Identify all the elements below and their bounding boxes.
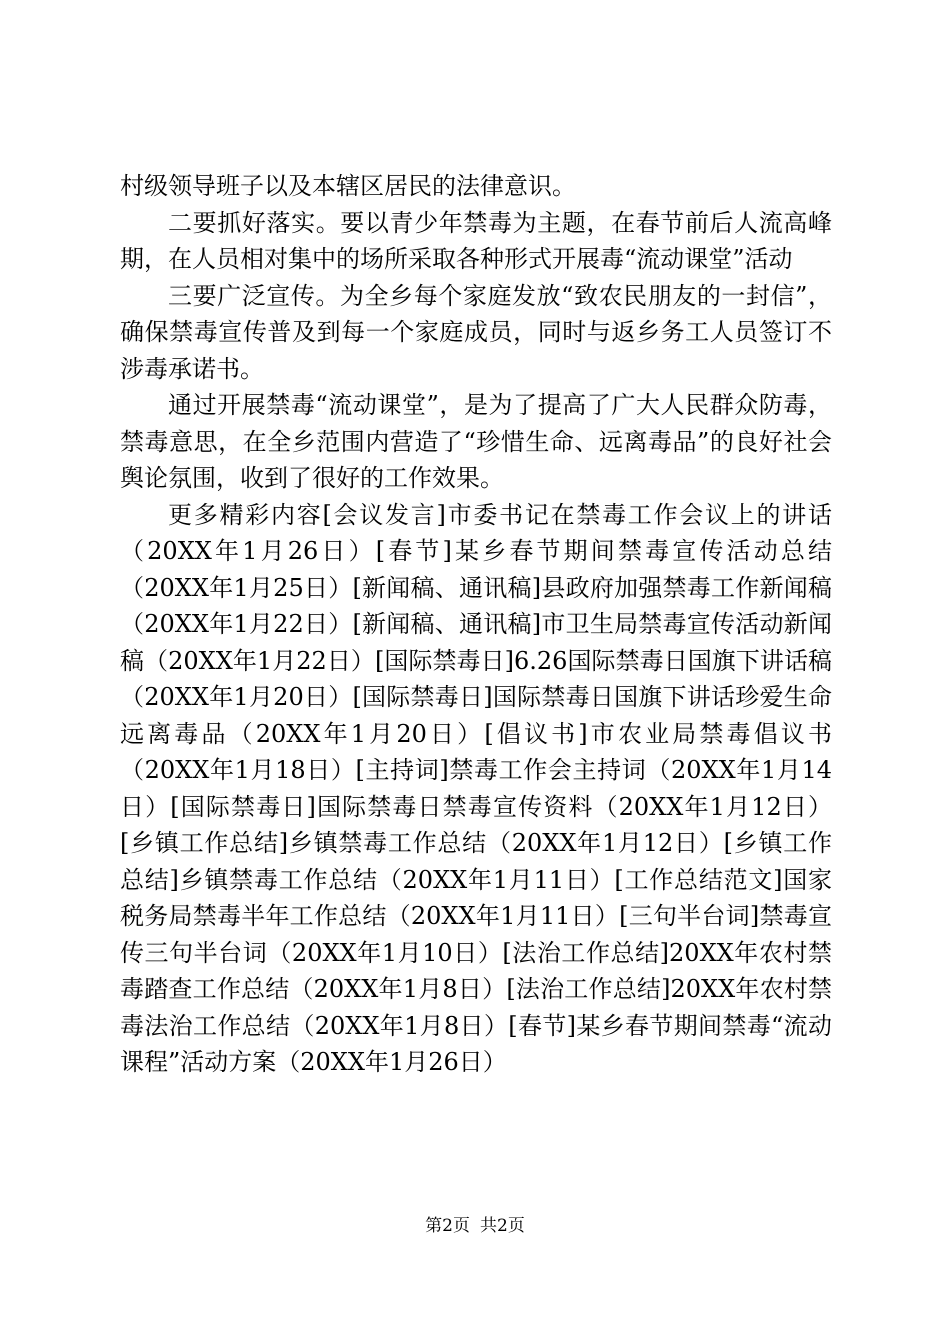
page-total: 共2页 (480, 1216, 525, 1236)
paragraph-related-content: 更多精彩内容[会议发言]市委书记在禁毒工作会议上的讲话（20XX年1月26日）[春节]某乡春节期间禁毒宣传活动总结（20XX年1月25日）[新闻稿、通讯稿]县政府加强禁毒工作新闻稿（20XX年1月22日）[新闻稿、通讯稿]市卫生局禁毒宣传活动新闻稿（20XX年1月22日）[国际禁毒日]6.26国际禁毒日国旗下讲话稿（20XX年1月20日）[国际禁毒日]国际禁毒日国旗下讲话珍爱生命远离毒品（20XX年1月20日）[倡议书]市农业局禁毒倡议书（20XX年1月18日）[主持词]禁毒工作会主持词（20XX年1月14日）[国际禁毒日]国际禁毒日禁毒宣传资料（20XX年1月12日）[乡镇工作总结]乡镇禁毒工作总结（20XX年1月12日）[乡镇工作总结]乡镇禁毒工作总结（20XX年1月11日）[工作总结范文]国家税务局禁毒半年工作总结（20XX年1月11日）[三句半台词]禁毒宣传三句半台词（20XX年1月10日）[法治工作总结]20XX年农村禁毒踏查工作总结（20XX年1月8日）[法治工作总结]20XX年农村禁毒法治工作总结（20XX年1月8日）[春节]某乡春节期间禁毒“流动课程”活动方案（20XX年1月26日） (120, 500, 832, 1076)
paragraph-publicity: 三要广泛宣传。为全乡每个家庭发放“致农民朋友的一封信”，确保禁毒宣传普及到每一个家庭成员，同时与返乡务工人员签订不涉毒承诺书。 (120, 281, 832, 383)
page-number: 第2页 (425, 1216, 470, 1236)
page-footer (0, 1214, 950, 1238)
paragraph-continuation: 村级领导班子以及本辖区居民的法律意识。 (120, 172, 576, 200)
document-body (120, 168, 832, 1081)
paragraph-summary: 通过开展禁毒“流动课堂”，是为了提高了广大人民群众防毒，禁毒意思，在全乡范围内营造了“珍惜生命、远离毒品”的良好社会舆论氛围，收到了很好的工作效果。 (120, 391, 832, 492)
paragraph-implementation: 二要抓好落实。要以青少年禁毒为主题，在春节前后人流高峰期，在人员相对集中的场所采取各种形式开展毒“流动课堂”活动 (120, 208, 832, 273)
